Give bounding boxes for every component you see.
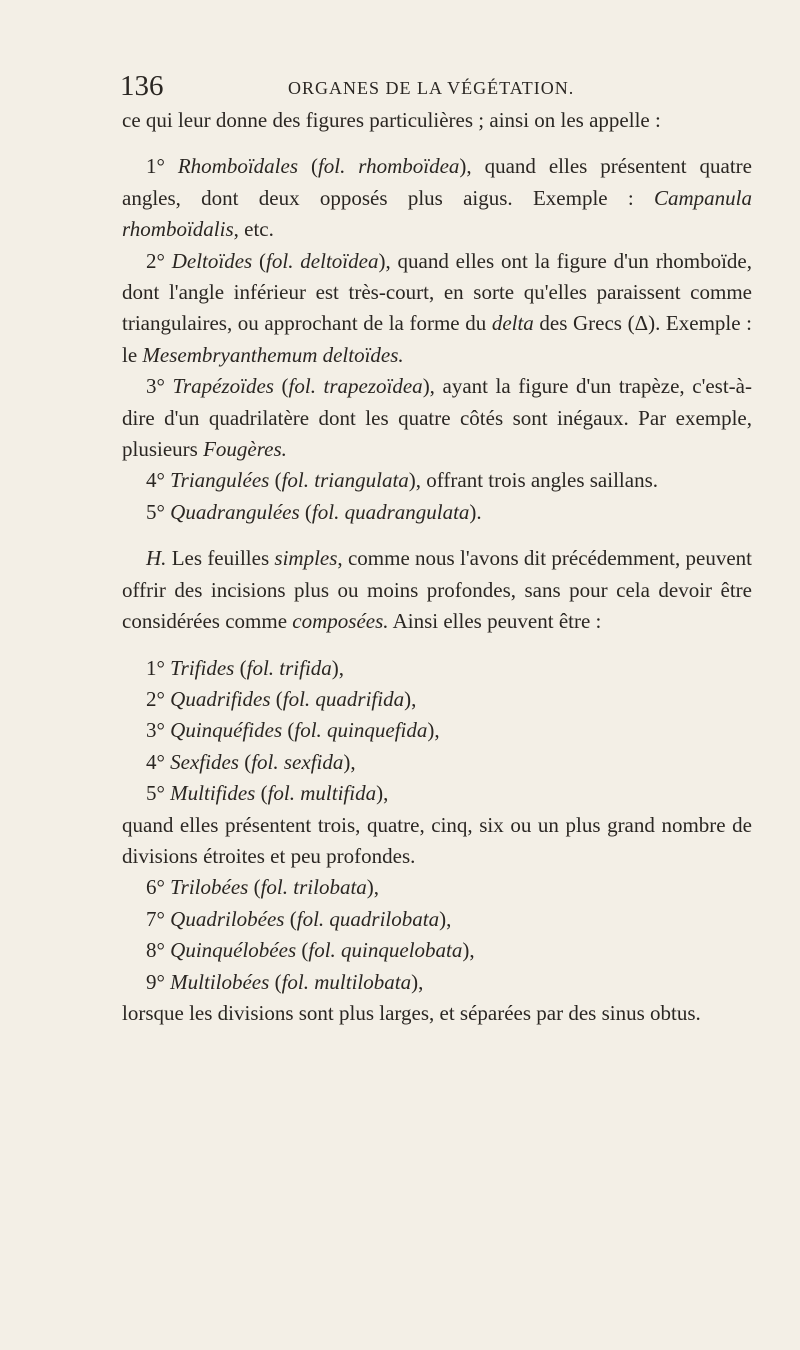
italic-text: Mesembryanthemum deltoïdes. <box>142 342 404 367</box>
paragraph <box>122 747 752 778</box>
text-run: 3° <box>146 374 173 399</box>
italic-text: delta <box>491 311 534 336</box>
paragraph <box>122 872 752 903</box>
text-run: ( <box>298 154 318 179</box>
italic-text: fol. deltoïdea <box>266 248 379 273</box>
text-run: quand elles présentent trois, quatre, cinq, six ou un plus grand nombre de divisions étroites et peu profondes. <box>122 812 752 868</box>
text-run: ( <box>270 686 283 711</box>
text-run: lorsque les divisions sont plus larges, et séparées par des sinus obtus. <box>122 1000 701 1025</box>
text-run: ), <box>404 686 417 711</box>
running-title: ORGANES DE LA VÉGÉTATION. <box>288 78 575 98</box>
italic-text: fol. quadrifida <box>282 686 405 711</box>
text-run: , etc. <box>233 217 274 242</box>
paragraph <box>122 497 752 528</box>
italic-text: fol. quadrilobata <box>296 906 440 931</box>
text-run: ( <box>282 718 295 743</box>
paragraph <box>122 151 752 245</box>
italic-text: Multifides <box>170 781 256 806</box>
paragraph <box>122 904 752 935</box>
paragraph <box>122 967 752 998</box>
paragraph <box>122 371 752 465</box>
text-run: ( <box>296 938 309 963</box>
text-run: 2° <box>146 686 171 711</box>
text-run: ce qui leur donne des figures particulières ; ainsi on les appelle : <box>122 108 661 132</box>
italic-text: Quadrifides <box>170 686 271 711</box>
italic-text: Fougères. <box>203 437 287 462</box>
text-run: des Grecs (Δ). Exemple : le <box>122 311 752 367</box>
text-run: 3° <box>146 718 171 743</box>
italic-text: fol. trilobata <box>260 875 367 900</box>
text-run: ( <box>248 875 261 900</box>
text-run: ( <box>238 749 252 774</box>
text-run: ), <box>366 875 380 900</box>
text-run: ( <box>269 969 282 994</box>
text-run: ( <box>269 468 282 493</box>
text-run: ), offrant trois angles saillans. <box>408 468 659 493</box>
italic-text: Trilobées <box>170 875 249 900</box>
text-run: 1° <box>146 154 178 179</box>
italic-text: simples <box>274 546 338 571</box>
text-run: Ainsi elles peuvent être : <box>388 609 602 634</box>
italic-text: fol. triangulata <box>281 468 409 493</box>
italic-text: Quinquéfides <box>170 718 283 743</box>
paragraph <box>122 653 752 684</box>
italic-text: fol. sexfida <box>251 749 344 774</box>
text-run: ( <box>299 499 312 524</box>
italic-text: Quinquélobées <box>170 938 297 963</box>
text-run: 5° <box>146 499 171 524</box>
text-run: ), <box>462 938 475 963</box>
text-run: ), quand elles ont la figure d'un rhomboïde, dont l'angle inférieur est très-court, en sorte qu'elles paraissent comme triangulaires, ou approchant de la forme du <box>122 248 752 336</box>
italic-text: H. <box>146 546 167 571</box>
italic-text: fol. multifida <box>267 781 377 806</box>
text-run: ), <box>411 969 424 994</box>
paragraph <box>122 105 752 136</box>
italic-text: Deltoïdes <box>171 248 253 273</box>
text-run: 7° <box>146 906 171 931</box>
paragraph <box>122 465 752 496</box>
text-run: , comme nous l'avons dit précédemment, peuvent offrir des incisions plus ou moins profondes, sans pour cela devoir être considérées comme <box>122 546 752 634</box>
italic-text: Quadrilobées <box>170 906 285 931</box>
paragraph <box>122 684 752 715</box>
paragraph <box>122 998 752 1029</box>
paragraph <box>122 246 752 372</box>
text-run: 1° <box>146 655 171 680</box>
text-run: ( <box>284 906 297 931</box>
paragraph <box>122 778 752 809</box>
italic-text: fol. trifida <box>246 655 332 680</box>
italic-text: fol. quinquefida <box>294 718 428 743</box>
italic-text: fol. rhomboïdea <box>317 154 460 179</box>
text-run: ), <box>331 655 345 680</box>
text-run: 9° <box>146 969 171 994</box>
italic-text: Campanula rhomboïdalis <box>122 185 752 242</box>
italic-text: fol. quadrangulata <box>311 499 470 524</box>
paragraph <box>122 935 752 966</box>
paragraph <box>122 543 752 637</box>
text-run: ( <box>255 781 268 806</box>
italic-text: composées. <box>292 609 389 634</box>
text-run: ). <box>469 499 482 524</box>
text-run: ( <box>273 374 289 399</box>
text-run: 8° <box>146 938 171 963</box>
italic-text: fol. quinquelobata <box>308 938 463 963</box>
italic-text: Rhomboïdales <box>177 154 298 179</box>
text-run: ), <box>427 718 440 743</box>
text-run: 5° <box>146 781 171 806</box>
text-run: ), <box>439 906 452 931</box>
text-run: ), <box>376 781 389 806</box>
text-run: 4° <box>146 468 171 493</box>
text-run: ( <box>234 655 247 680</box>
italic-text: fol. multilobata <box>281 969 412 994</box>
text-run: ), ayant la figure d'un trapèze, c'est-à-dire d'un quadrilatère dont les quatre côtés sont inégaux. Par exemple, plusieurs <box>122 374 752 462</box>
italic-text: Sexfides <box>170 749 239 774</box>
text-run: ( <box>252 248 267 273</box>
italic-text: Trifides <box>170 655 235 680</box>
page-header <box>120 70 680 110</box>
page-number: 136 <box>120 70 164 102</box>
italic-text: Multilobées <box>170 969 270 994</box>
text-run: 6° <box>146 875 171 900</box>
italic-text: Triangulées <box>170 468 270 493</box>
text-run: 2° <box>146 248 172 273</box>
italic-text: Quadrangulées <box>170 499 300 524</box>
paragraph <box>122 715 752 746</box>
italic-text: Trapézoïdes <box>172 374 274 399</box>
text-run: Les feuilles <box>166 546 275 571</box>
italic-text: fol. trapezoïdea <box>288 374 423 399</box>
paragraph <box>122 810 752 873</box>
text-run: 4° <box>146 749 171 774</box>
text-run: ), <box>343 749 356 774</box>
text-run: ), quand elles présentent quatre angles, dont deux opposés plus aigus. Exemple : <box>122 154 752 210</box>
body-text <box>122 105 752 1029</box>
